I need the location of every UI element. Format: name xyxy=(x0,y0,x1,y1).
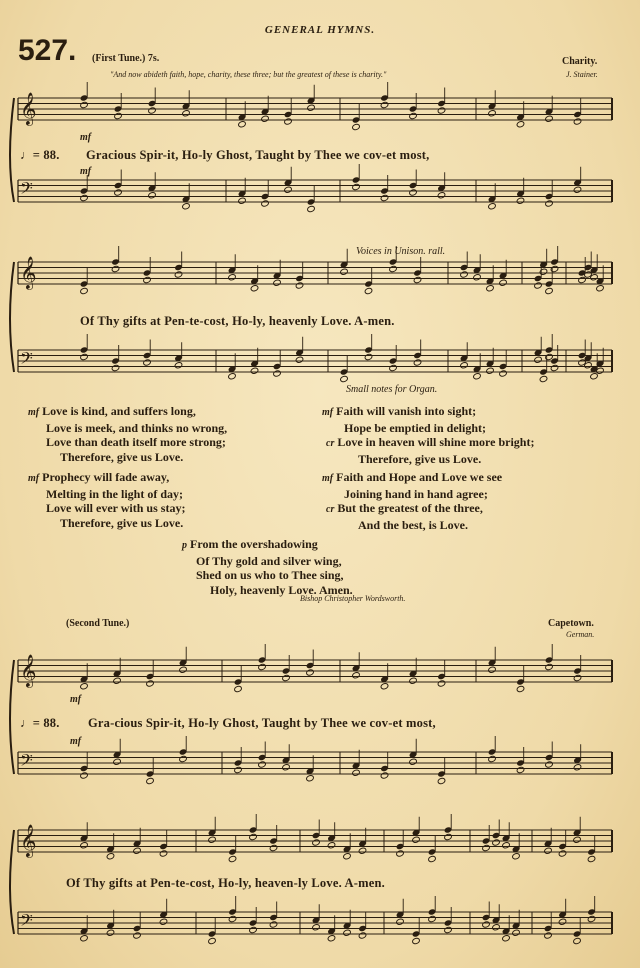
note-head xyxy=(282,674,291,681)
hymn-number: 527. xyxy=(18,34,77,67)
verse-line: But the greatest of the three, xyxy=(337,501,483,515)
note-head xyxy=(250,285,259,292)
note-head xyxy=(238,197,247,204)
verse-line: Melting in the light of day; xyxy=(46,486,183,501)
note-head xyxy=(389,364,398,371)
note-head xyxy=(409,758,418,765)
note-head xyxy=(113,677,122,684)
note-head xyxy=(492,924,501,931)
note-head xyxy=(228,915,237,922)
note-head xyxy=(512,929,521,936)
note-head xyxy=(159,850,168,857)
note-head xyxy=(413,276,422,283)
note-head xyxy=(352,123,361,130)
note-head xyxy=(545,200,554,207)
note-head xyxy=(437,192,446,199)
note-head xyxy=(512,853,521,860)
note-head xyxy=(114,112,123,119)
note-head xyxy=(590,373,599,380)
note-head xyxy=(516,685,525,692)
note-head xyxy=(352,672,361,679)
note-head xyxy=(143,359,152,366)
note-head xyxy=(502,842,511,849)
note-head xyxy=(182,110,191,117)
note-head xyxy=(80,353,89,360)
note-head xyxy=(269,921,278,928)
verse-line: Therefore, give us Love. xyxy=(60,515,184,530)
note-head xyxy=(343,929,352,936)
note-head xyxy=(396,850,405,857)
note-head xyxy=(482,921,491,928)
note-head xyxy=(364,287,373,294)
note-head xyxy=(488,110,497,117)
note-head xyxy=(412,836,421,843)
note-head xyxy=(106,929,115,936)
verse-line: Love than death itself more strong; xyxy=(46,435,226,449)
brace xyxy=(10,262,14,372)
note-head xyxy=(282,764,291,771)
note-head xyxy=(250,367,259,374)
note-head xyxy=(587,915,596,922)
note-head xyxy=(460,362,469,369)
note-head xyxy=(208,937,217,944)
note-head xyxy=(545,761,554,768)
note-head xyxy=(545,663,554,670)
verse-line: From the overshadowing xyxy=(190,537,318,551)
lyrics-first-tune-line-1: Gracious Spir-it, Ho-ly Ghost, Taught by Thee we cov-et most, xyxy=(86,148,430,162)
note-head xyxy=(499,279,508,286)
note-head xyxy=(558,918,567,925)
note-head xyxy=(307,205,316,212)
dynamic-mf-1: mf xyxy=(80,132,92,143)
note-head xyxy=(234,685,243,692)
note-head xyxy=(573,764,582,771)
composer-credit: J. Stainer. xyxy=(566,70,598,79)
note-head xyxy=(249,926,258,933)
treble-clef: 𝄞 xyxy=(20,92,37,125)
note-head xyxy=(573,118,582,125)
verse-line: Therefore, give us Love. xyxy=(358,451,482,466)
note-head xyxy=(409,677,418,684)
verse-line: Joining hand in hand agree; xyxy=(344,486,488,501)
note-head xyxy=(295,356,304,363)
verse-dynamic: mf xyxy=(28,407,40,418)
note-head xyxy=(550,364,559,371)
treble-clef: 𝄞 xyxy=(20,654,37,687)
note-head xyxy=(596,285,605,292)
bass-clef: 𝄢 xyxy=(20,910,33,934)
second-tune-name: Capetown. xyxy=(548,618,594,629)
verse-line: Hope be emptied in delight; xyxy=(344,420,487,435)
note-head xyxy=(380,194,389,201)
note-head xyxy=(460,271,469,278)
note-head xyxy=(544,932,553,939)
note-head xyxy=(516,121,525,128)
note-head xyxy=(516,197,525,204)
note-head xyxy=(228,855,237,862)
note-head xyxy=(473,373,482,380)
note-head xyxy=(284,118,293,125)
tempo-marking-2: ♩= 88. xyxy=(20,716,60,730)
dynamic-mf-bass-1: mf xyxy=(80,166,92,177)
note-head xyxy=(550,265,559,272)
dynamic-mf-2: mf xyxy=(70,694,82,705)
lyrics-second-tune-line-2: Of Thy gifts at Pen-te-cost, Ho-ly, heaven-ly Love. A-men. xyxy=(66,876,385,890)
verse-line: Love is kind, and suffers long, xyxy=(42,404,196,418)
verse-dynamic-cr: cr xyxy=(326,438,335,449)
note-head xyxy=(516,766,525,773)
bass-clef: 𝄢 xyxy=(20,750,33,774)
note-head xyxy=(148,107,157,114)
note-head xyxy=(380,683,389,690)
note-head xyxy=(492,839,501,846)
note-head xyxy=(380,101,389,108)
note-head xyxy=(174,271,183,278)
verse-dynamic: p xyxy=(182,540,187,551)
note-head xyxy=(578,276,587,283)
note-head xyxy=(352,183,361,190)
tempo-marking-1: ♩= 88. xyxy=(20,148,60,162)
note-head xyxy=(558,850,567,857)
verse-line: And the best, is Love. xyxy=(358,517,469,532)
note-head xyxy=(312,924,321,931)
note-head xyxy=(343,853,352,860)
note-head xyxy=(80,287,89,294)
note-head xyxy=(482,844,491,851)
note-head xyxy=(238,121,247,128)
note-head xyxy=(80,772,89,779)
note-head xyxy=(486,367,495,374)
note-head xyxy=(249,833,258,840)
note-head xyxy=(306,669,315,676)
first-tune-composer: Charity. xyxy=(562,56,598,67)
note-head xyxy=(486,285,495,292)
note-head xyxy=(534,282,543,289)
lyrics-second-tune-line-1: Gra-cious Spir-it, Ho-ly Ghost, Taught by Thee we cov-et most, xyxy=(88,716,436,730)
note-head xyxy=(80,842,89,849)
note-head xyxy=(261,115,270,122)
note-head xyxy=(261,200,270,207)
note-head xyxy=(258,761,267,768)
note-head xyxy=(179,755,188,762)
note-head xyxy=(113,758,122,765)
note-head xyxy=(80,935,89,942)
brace xyxy=(10,660,14,774)
verse-dynamic: mf xyxy=(322,473,334,484)
note-head xyxy=(273,279,282,286)
note-head xyxy=(80,101,89,108)
note-head xyxy=(539,375,548,382)
note-head xyxy=(409,112,418,119)
brace xyxy=(10,98,14,202)
note-head xyxy=(208,836,217,843)
note-head xyxy=(143,276,152,283)
note-head xyxy=(174,362,183,369)
note-head xyxy=(473,274,482,281)
note-head xyxy=(148,192,157,199)
note-head xyxy=(352,769,361,776)
note-head xyxy=(573,836,582,843)
note-head xyxy=(437,777,446,784)
note-head xyxy=(409,189,418,196)
second-tune-origin: German. xyxy=(566,630,595,639)
note-head xyxy=(159,918,168,925)
epigraph: "And now abideth faith, hope, charity, these three; but the greatest of these is charity." xyxy=(110,70,387,79)
note-head xyxy=(327,842,336,849)
note-head xyxy=(340,268,349,275)
note-head xyxy=(111,364,120,371)
verse-dynamic: mf xyxy=(322,407,334,418)
verse-line: Love in heaven will shine more bright; xyxy=(337,435,535,449)
note-head xyxy=(545,115,554,122)
note-head xyxy=(273,370,282,377)
note-head xyxy=(340,375,349,382)
second-tune-label: (Second Tune.) xyxy=(66,618,130,629)
note-head xyxy=(364,353,373,360)
note-head xyxy=(307,104,316,111)
verse-line: Holy, heavenly Love. Amen. xyxy=(210,582,353,597)
lyrics-first-tune-line-2: Of Thy gifts at Pen-te-cost, Ho-ly, heavenly Love. A-men. xyxy=(80,314,395,328)
running-title: GENERAL HYMNS. xyxy=(264,24,376,36)
note-head xyxy=(413,359,422,366)
note-head xyxy=(573,937,582,944)
first-tune-label: (First Tune.) 7s. xyxy=(92,53,160,64)
note-head xyxy=(179,666,188,673)
note-head xyxy=(269,844,278,851)
verse-line: Therefore, give us Love. xyxy=(60,449,184,464)
verse-line: Love will ever with us stay; xyxy=(46,501,186,515)
note-head xyxy=(488,666,497,673)
note-head xyxy=(312,839,321,846)
note-head xyxy=(544,847,553,854)
note-head xyxy=(295,282,304,289)
note-head xyxy=(437,107,446,114)
note-head xyxy=(284,186,293,193)
verse-line: Faith will vanish into sight; xyxy=(336,404,477,418)
note-head xyxy=(573,674,582,681)
dynamic-mf-bass-2: mf xyxy=(70,736,82,747)
note-head xyxy=(80,194,89,201)
verse-line: Shed on us who to Thee sing, xyxy=(196,568,344,582)
note-head xyxy=(228,373,237,380)
verse-line: Faith and Hope and Love we see xyxy=(336,470,503,484)
note-head xyxy=(587,855,596,862)
note-head xyxy=(437,680,446,687)
treble-clef: 𝄞 xyxy=(20,824,37,857)
note-head xyxy=(502,935,511,942)
treble-clef: 𝄞 xyxy=(20,256,37,289)
note-head xyxy=(389,265,398,272)
note-head xyxy=(114,189,123,196)
note-head xyxy=(396,918,405,925)
note-head xyxy=(306,775,315,782)
note-head xyxy=(258,663,267,670)
note-head xyxy=(234,766,243,773)
note-head xyxy=(106,853,115,860)
verse-dynamic-cr: cr xyxy=(326,504,335,515)
organ-note: Small notes for Organ. xyxy=(346,384,438,395)
author-credit: Bishop Christopher Wordsworth. xyxy=(300,594,406,603)
note-head xyxy=(80,683,89,690)
note-head xyxy=(327,935,336,942)
note-head xyxy=(358,847,367,854)
bass-clef: 𝄢 xyxy=(20,348,33,372)
note-head xyxy=(182,203,191,210)
note-head xyxy=(444,926,453,933)
note-head xyxy=(358,932,367,939)
verse-line: Of Thy gold and silver wing, xyxy=(196,553,342,568)
note-head xyxy=(545,287,554,294)
note-head xyxy=(488,203,497,210)
bass-clef: 𝄢 xyxy=(20,178,33,202)
note-head xyxy=(534,356,543,363)
note-head xyxy=(444,833,453,840)
note-head xyxy=(539,268,548,275)
note-head xyxy=(146,777,155,784)
note-head xyxy=(111,265,120,272)
note-head xyxy=(428,855,437,862)
note-head xyxy=(133,932,142,939)
note-head xyxy=(573,186,582,193)
verse-dynamic: mf xyxy=(28,473,40,484)
verse-line: Love is meek, and thinks no wrong, xyxy=(46,420,228,435)
unison-direction: Voices in Unison. rall. xyxy=(356,246,446,257)
note-head xyxy=(499,370,508,377)
brace xyxy=(10,830,14,934)
note-head xyxy=(146,680,155,687)
note-head xyxy=(380,772,389,779)
verse-line: Prophecy will fade away, xyxy=(42,470,170,484)
note-head xyxy=(133,847,142,854)
note-head xyxy=(488,755,497,762)
note-head xyxy=(428,915,437,922)
note-head xyxy=(228,274,237,281)
note-head xyxy=(412,937,421,944)
